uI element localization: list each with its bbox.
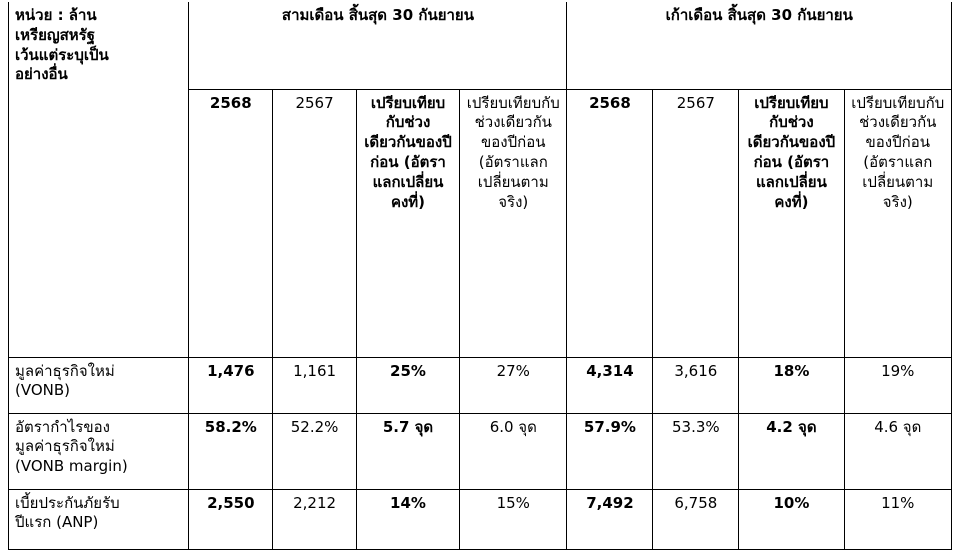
cell-vonb-n-2568: 4,314 — [567, 357, 653, 413]
group-header-three-months: สามเดือน สิ้นสุด 30 กันยายน — [189, 2, 567, 89]
cell-vonb-n-constant-fx: 18% — [739, 357, 844, 413]
row-label-line-2: ปีแรก (ANP) — [15, 513, 99, 532]
cell-anp-n-2568: 7,492 — [567, 489, 653, 549]
row-label-line-2: (VONB) — [15, 381, 71, 400]
cell-vonb-q-actual-fx: 27% — [460, 357, 567, 413]
unit-note-line-1: หน่วย : ล้าน — [15, 6, 97, 24]
cell-margin-n-2568: 57.9% — [567, 413, 653, 489]
cell-margin-q-constant-fx: 5.7 จุด — [356, 413, 459, 489]
row-label-anp — [9, 489, 189, 549]
row-label-line-1: มูลค่าธุรกิจใหม่ — [15, 361, 115, 380]
cell-vonb-n-actual-fx: 19% — [844, 357, 951, 413]
cell-margin-n-2567: 53.3% — [653, 413, 739, 489]
cell-vonb-q-2568: 1,476 — [189, 357, 273, 413]
financial-table-sheet — [0, 2, 960, 552]
col-header-n-2568: 2568 — [567, 89, 653, 357]
row-label-vonb-margin — [9, 413, 189, 489]
row-label-line-2: มูลค่าธุรกิจใหม่ — [15, 437, 115, 456]
cell-margin-q-actual-fx: 6.0 จุด — [460, 413, 567, 489]
cell-anp-n-actual-fx: 11% — [844, 489, 951, 549]
cell-anp-q-constant-fx: 14% — [356, 489, 459, 549]
cell-anp-q-actual-fx: 15% — [460, 489, 567, 549]
cell-vonb-q-2567: 1,161 — [273, 357, 357, 413]
table-row — [9, 413, 952, 489]
table-row — [9, 357, 952, 413]
cell-margin-n-constant-fx: 4.2 จุด — [739, 413, 844, 489]
col-header-n-constant-fx: เปรียบเทียบกับช่วงเดียวกันของปีก่อน (อัตราแลกเปลี่ยนคงที่) — [739, 89, 844, 357]
table-group-header-row — [9, 2, 952, 89]
cell-margin-q-2568: 58.2% — [189, 413, 273, 489]
header-spacer-cell — [9, 89, 189, 357]
cell-anp-q-2568: 2,550 — [189, 489, 273, 549]
cell-vonb-q-constant-fx: 25% — [356, 357, 459, 413]
unit-note-line-2: เหรียญสหรัฐ — [15, 25, 96, 44]
cell-anp-n-2567: 6,758 — [653, 489, 739, 549]
row-label-line-1: อัตรากำไรของ — [15, 417, 110, 436]
col-header-q-constant-fx: เปรียบเทียบกับช่วงเดียวกันของปีก่อน (อัตราแลกเปลี่ยนคงที่) — [356, 89, 459, 357]
row-label-vonb — [9, 357, 189, 413]
col-header-n-actual-fx: เปรียบเทียบกับช่วงเดียวกันของปีก่อน (อัตราแลกเปลี่ยนตามจริง) — [844, 89, 951, 357]
financial-results-table — [8, 2, 952, 550]
unit-note-line-3: เว้นแต่ระบุเป็น — [15, 45, 109, 64]
table-row — [9, 489, 952, 549]
col-header-q-2568: 2568 — [189, 89, 273, 357]
unit-note-line-4: อย่างอื่น — [15, 65, 68, 84]
cell-anp-q-2567: 2,212 — [273, 489, 357, 549]
cell-anp-n-constant-fx: 10% — [739, 489, 844, 549]
unit-note-cell — [9, 2, 189, 89]
table-column-header-row — [9, 89, 952, 357]
row-label-line-3: (VONB margin) — [15, 457, 128, 476]
group-header-nine-months: เก้าเดือน สิ้นสุด 30 กันยายน — [567, 2, 952, 89]
cell-vonb-n-2567: 3,616 — [653, 357, 739, 413]
cell-margin-n-actual-fx: 4.6 จุด — [844, 413, 951, 489]
row-label-line-1: เบี้ยประกันภัยรับ — [15, 493, 120, 512]
col-header-q-actual-fx: เปรียบเทียบกับช่วงเดียวกันของปีก่อน (อัตราแลกเปลี่ยนตามจริง) — [460, 89, 567, 357]
col-header-n-2567: 2567 — [653, 89, 739, 357]
col-header-q-2567: 2567 — [273, 89, 357, 357]
cell-margin-q-2567: 52.2% — [273, 413, 357, 489]
